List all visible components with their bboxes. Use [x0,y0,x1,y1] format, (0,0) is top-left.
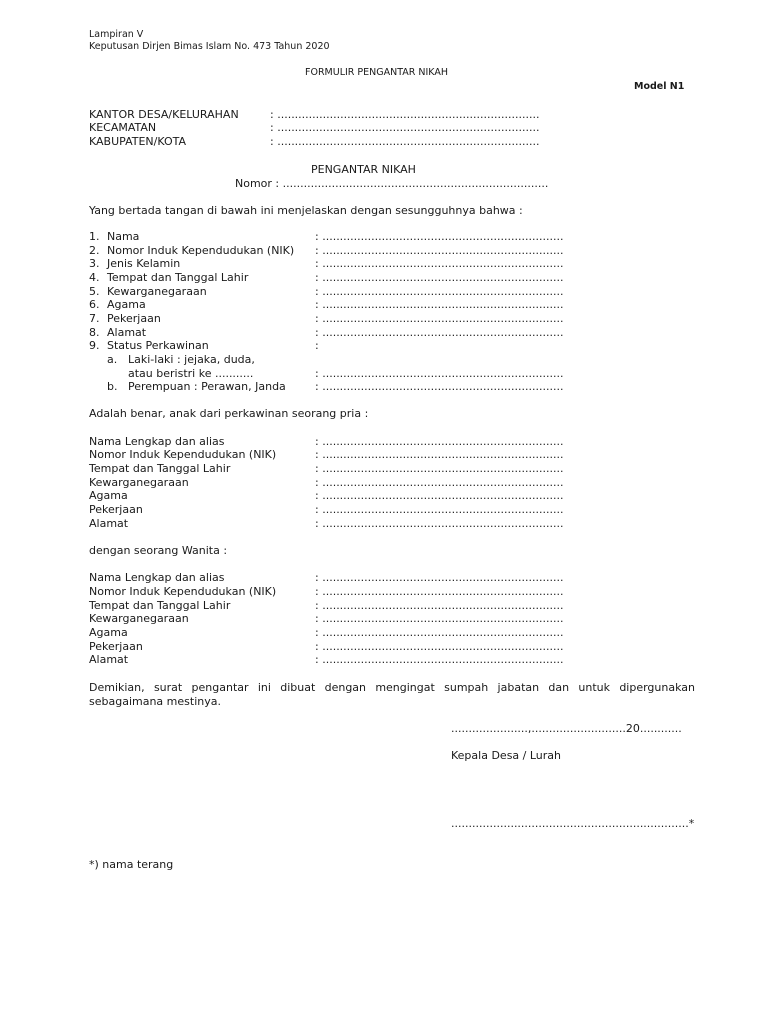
office-label: KANTOR DESA/KELURAHAN [89,108,239,121]
subtitle: PENGANTAR NIKAH [311,163,416,176]
field-number: 5. [89,285,100,298]
field-value: : ..................................................................... [315,312,564,325]
mother-field-label: Tempat dan Tanggal Lahir [89,599,231,612]
field-value: : ..................................................................... [315,571,564,584]
field-value: : ..................................................................... [315,271,564,284]
field-value: : ..................................................................... [315,448,564,461]
father-field-label: Tempat dan Tanggal Lahir [89,462,231,475]
field-value: : ..................................................................... [315,244,564,257]
field-value: : ..................................................................... [315,435,564,448]
field-value: : ..................................................................... [315,612,564,625]
father-field-label: Pekerjaan [89,503,143,516]
status-option-b-label: Perempuan : Perawan, Janda [128,380,286,393]
field-value: : ..................................................................... [315,257,564,270]
field-label: Pekerjaan [107,312,161,325]
office-label: KECAMATAN [89,121,157,134]
field-value: : ..................................................................... [315,285,564,298]
field-value: : ..................................................................... [315,653,564,666]
field-label: Nomor Induk Kependudukan (NIK) [107,244,295,257]
mother-field-label: Pekerjaan [89,640,143,653]
footnote: *) nama terang [89,858,174,871]
field-value: : ..................................................................... [315,503,564,516]
office-value: : ........................................................................... [270,121,540,134]
field-number: 8. [89,326,100,339]
status-option-a-label-2: atau beristri ke ........... [128,367,254,380]
father-field-label: Nomor Induk Kependudukan (NIK) [89,448,277,461]
nomor-line: Nomor : ............................................................................ [235,177,549,190]
lampiran-label: Lampiran V [89,29,144,40]
field-label: Alamat [107,326,147,339]
field-number: 7. [89,312,100,325]
field-value: : ..................................................................... [315,476,564,489]
status-option-a-number: a. [107,353,118,366]
field-number: 6. [89,298,100,311]
mother-field-label: Kewarganegaraan [89,612,189,625]
field-value: : ..................................................................... [315,380,564,393]
field-value: : ..................................................................... [315,626,564,639]
field-value: : ..................................................................... [315,489,564,502]
field-value: : ..................................................................... [315,298,564,311]
keputusan-label: Keputusan Dirjen Bimas Islam No. 473 Tahun 2020 [89,41,330,52]
father-field-label: Nama Lengkap dan alias [89,435,225,448]
office-label: KABUPATEN/KOTA [89,135,187,148]
intro-text: Yang bertada tangan di bawah ini menjelaskan dengan sesungguhnya bahwa : [89,204,523,217]
field-number: 2. [89,244,100,257]
field-value: : ..................................................................... [315,367,564,380]
mother-intro: dengan seorang Wanita : [89,544,228,557]
office-value: : ........................................................................... [270,108,540,121]
date-line: ......................,...........................20............ [451,722,682,735]
field-label: Nama [107,230,140,243]
field-number: 3. [89,257,100,270]
field-value: : ..................................................................... [315,599,564,612]
field-label: Agama [107,298,146,311]
field-value: : ..................................................................... [315,230,564,243]
field-number: 9. [89,339,100,352]
field-value: : ..................................................................... [315,640,564,653]
form-title: FORMULIR PENGANTAR NIKAH [305,67,449,78]
mother-field-label: Agama [89,626,128,639]
father-field-label: Agama [89,489,128,502]
status-option-b-number: b. [107,380,118,393]
office-value: : ........................................................................... [270,135,540,148]
field-label: Jenis Kelamin [107,257,181,270]
father-field-label: Kewarganegaraan [89,476,189,489]
field-value: : [315,339,319,352]
model-label: Model N1 [634,81,685,92]
field-value: : ..................................................................... [315,462,564,475]
field-value: : ..................................................................... [315,517,564,530]
status-option-a-label: Laki-laki : jejaka, duda, [128,353,255,366]
field-label: Tempat dan Tanggal Lahir [107,271,249,284]
field-value: : ..................................................................... [315,326,564,339]
field-label: Kewarganegaraan [107,285,207,298]
signatory-title: Kepala Desa / Lurah [451,749,561,762]
signature-line: ....................................................................* [451,817,695,830]
field-number: 1. [89,230,100,243]
father-field-label: Alamat [89,517,129,530]
field-label: Status Perkawinan [107,339,209,352]
mother-field-label: Nomor Induk Kependudukan (NIK) [89,585,277,598]
mother-field-label: Nama Lengkap dan alias [89,571,225,584]
mother-field-label: Alamat [89,653,129,666]
closing-paragraph: Demikian, surat pengantar ini dibuat dengan mengingat sumpah jabatan dan untuk dipergunakan sebagaimana mestinya. [89,681,695,708]
field-number: 4. [89,271,100,284]
father-intro: Adalah benar, anak dari perkawinan seorang pria : [89,407,369,420]
field-value: : ..................................................................... [315,585,564,598]
